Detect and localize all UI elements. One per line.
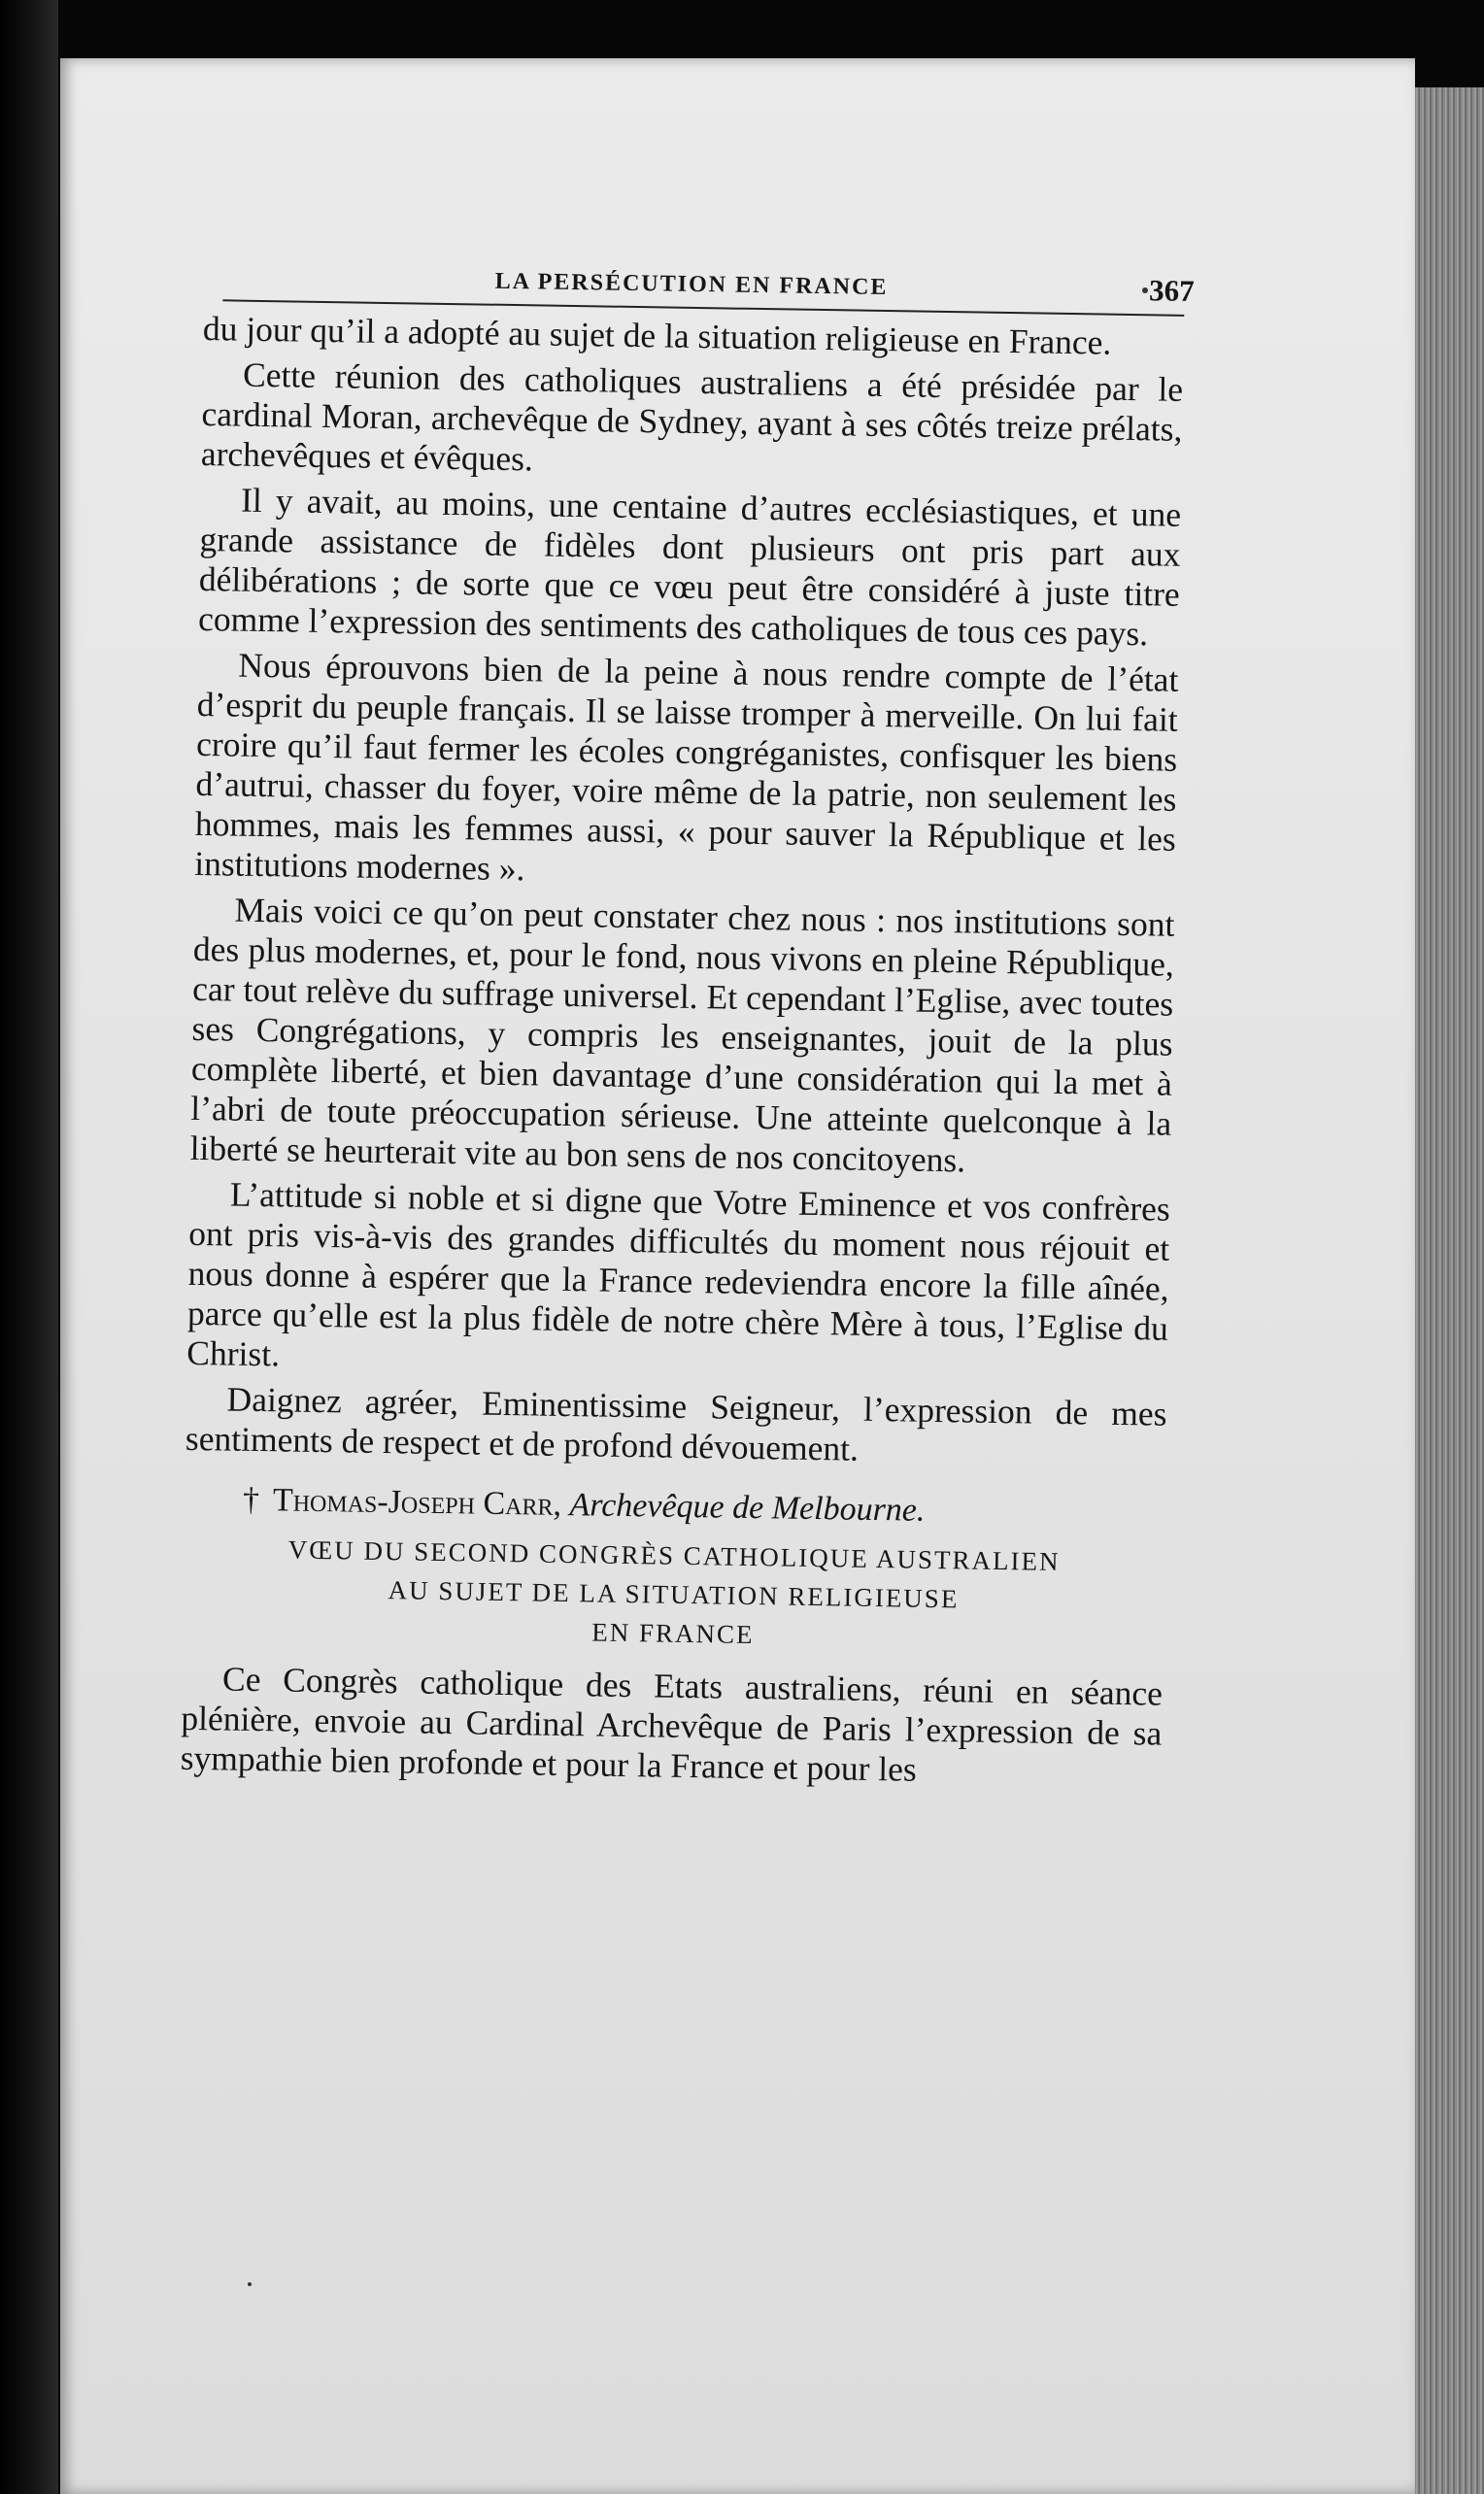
section-heading-line: AU SUJET DE LA SITUATION RELIGIEUSE (388, 1575, 960, 1614)
signatory-title: Archevêque de Melbourne. (569, 1487, 926, 1529)
section-heading-line: EN FRANCE (591, 1617, 755, 1650)
paragraph-continuation: du jour qu’il a adopté au sujet de la situation religieuse en France. (202, 308, 1112, 362)
dagger-symbol: † (242, 1481, 260, 1519)
paragraph: Cette réunion des catholiques australiens a été présidée par le cardinal Moran, archevêque de Sydney, ayant à ses côtés treize prélats, archevêques et évêques. (200, 354, 1184, 479)
signature-line (243, 1479, 1166, 1536)
ink-speck (248, 2282, 252, 2286)
paragraph: L’attitude si noble et si digne que Votre Eminence et vos confrères ont pris vis-à-vis des grandes difficultés du moment nous réjouit et nous donne à espérer que la France redeviendra encore la fille aînée, parce qu’elle est la plus fidèle de notre chère Mère à tous, l’Eglise du Christ. (186, 1174, 1171, 1374)
running-title: LA PERSÉCUTION EN FRANCE (494, 268, 889, 301)
paragraph: Mais voici ce qu’on peut constater chez nous : nos institutions sont des plus modernes, et, pour le fond, nous vivons en pleine République, car tout relève du suffrage universel. Et cependant l’Eglise, avec toutes ses Congrégations, y compris les enseignantes, jouit de la plus complète liberté, et bien davantage d’une considération qui la met à l’abri de toute préoccupation sérieuse. Une atteinte quelconque à la liberté se heurterait vite au bon sens de nos concitoyens. (189, 890, 1175, 1180)
paragraph: Daignez agréer, Eminentissime Seigneur, l’expression de mes sentiments de respect et de profond dévouement. (185, 1379, 1167, 1468)
page-fore-edge (1415, 87, 1484, 2494)
page-number: 367 (1148, 273, 1195, 309)
section-heading-line: VŒU DU SECOND CONGRÈS CATHOLIQUE AUSTRALIEN (287, 1534, 1061, 1577)
paragraph: Il y avait, au moins, une centaine d’autres ecclésiastiques, et une grande assistance de fidèles dont plusieurs ont pris part aux délibérations ; de sorte que ce vœu peut être considéré à juste titre comme l’expression des sentiments des catholiques de tous ces pays. (197, 480, 1182, 654)
paragraph: Ce Congrès catholique des Etats australiens, réuni en séance plénière, envoie au Cardinal Archevêque de Paris l’expression de sa sympathie bien profonde et pour la France et pour les (180, 1659, 1164, 1789)
section-heading (183, 1529, 1165, 1661)
paragraph: Nous éprouvons bien de la peine à nous rendre compte de l’état d’esprit du peuple français. Il se laisse tromper à merveille. On lui fait croire qu’il faut fermer les écoles congréganistes, confisquer les biens d’autrui, chasser du foyer, voire même de la patrie, non seulement les hommes, mais les femmes aussi, « pour sauver la République et les institutions modernes ». (193, 645, 1179, 889)
left-book-edge (0, 0, 58, 2494)
page-text-block (180, 262, 1195, 1800)
signatory-name: Thomas-Joseph Carr, (272, 1482, 562, 1523)
